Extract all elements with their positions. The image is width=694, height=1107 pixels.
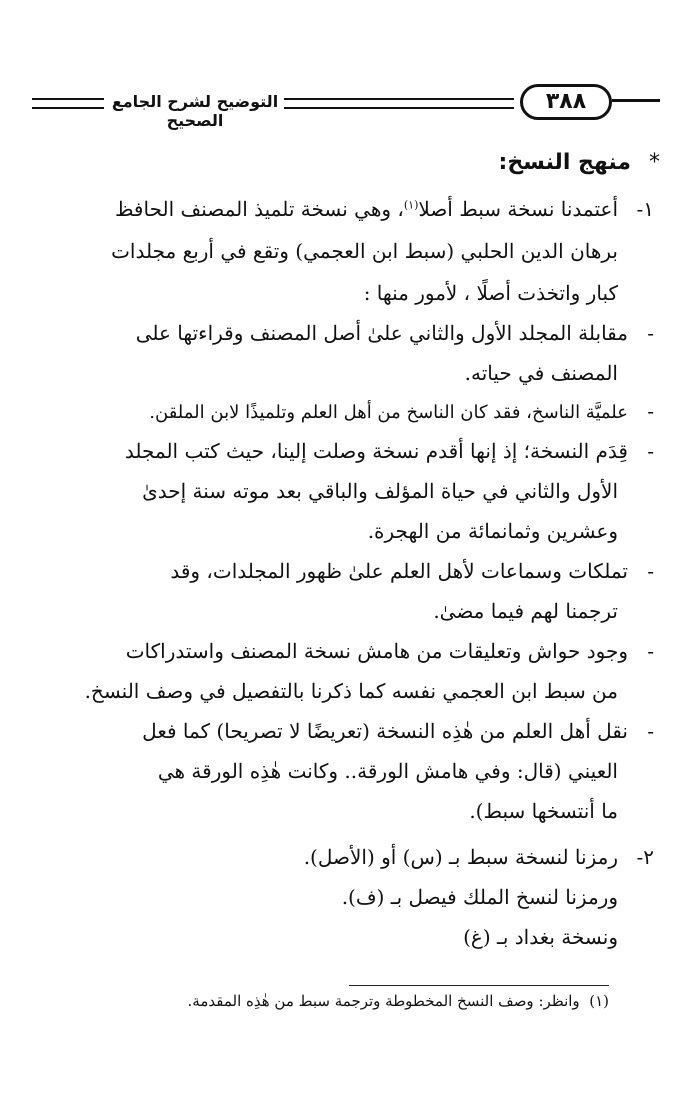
section-title: منهج النسخ:: [498, 150, 631, 175]
page-header: [30, 84, 662, 130]
item-number: ١-: [636, 197, 654, 221]
item-2-line-1: [304, 845, 654, 869]
bullet-6-line-1: [142, 719, 654, 743]
bullet-5-line-1: [126, 639, 654, 663]
text-run: وجود حواش وتعليقات من هامش نسخة المصنف واستدراكات: [125, 639, 628, 663]
text-run: نقل أهل العلم من هٰذِه النسخة (تعريضًا لا تصريحا) كما فعل: [142, 719, 628, 743]
bullet-2-line-1: [149, 399, 654, 423]
page-number: ٣٨٨: [520, 84, 612, 120]
bullet-dash: -: [647, 719, 654, 743]
item-2-line-3: ونسخة بغداد بـ (غ): [463, 925, 618, 949]
bullet-6-line-2: العيني (قال: وفي هامش الورقة.. وكانت هٰذِه الورقة هي: [157, 759, 618, 783]
section-marker: *: [649, 150, 660, 175]
bullet-1-line-1: [136, 321, 654, 345]
bullet-dash: -: [647, 559, 654, 583]
bullet-dash: -: [647, 321, 654, 345]
bullet-4-line-2: ترجمنا لهم فيما مضىٰ.: [433, 599, 618, 623]
bullet-5-line-2: من سبط ابن العجمي نفسه كما ذكرنا بالتفصيل في وصف النسخ.: [84, 679, 618, 703]
item-number: ٢-: [636, 845, 654, 869]
bullet-6-line-3: ما أنتسخها سبط).: [469, 799, 618, 823]
bullet-dash: -: [647, 439, 654, 463]
footnote-text: وانظر: وصف النسخ المخطوطة وترجمة سبط من هٰذِه المقدمة.: [187, 992, 580, 1010]
header-rule-middle: [284, 98, 514, 109]
footnote-reference: (١): [403, 198, 419, 212]
footnote: [49, 992, 609, 1010]
text-run: ، وهي نسخة تلميذ المصنف الحافظ: [114, 197, 404, 221]
text-run: أعتمدنا نسخة سبط أصلا: [418, 197, 618, 221]
bullet-3-line-1: [125, 439, 654, 463]
bullet-3-line-2: الأول والثاني في حياة المؤلف والباقي بعد موته سنة إحدىٰ: [142, 479, 618, 503]
header-rule-left: [32, 98, 104, 109]
footnote-marker: (١): [589, 992, 609, 1010]
text-run: علميَّة الناسخ، فقد كان الناسخ من أهل العلم وتلميذًا لابن الملقن.: [149, 402, 628, 423]
running-title: التوضيح لشرح الجامع الصحيح: [111, 92, 279, 130]
bullet-dash: -: [647, 399, 654, 423]
item-2-line-2: ورمزنا لنسخ الملك فيصل بـ (ف).: [341, 885, 618, 909]
item-1-line-2: برهان الدين الحلبي (سبط ابن العجمي) وتقع في أربع مجلدات: [111, 239, 618, 263]
bullet-4-line-1: [170, 559, 654, 583]
item-1-line-3: كبار واتخذت أصلًا ، لأمور منها :: [363, 281, 618, 305]
text-run: تملكات وسماعات لأهل العلم علىٰ ظهور المجلدات، وقد: [170, 559, 628, 583]
bullet-1-line-2: المصنف في حياته.: [464, 361, 618, 385]
text-run: قِدَم النسخة؛ إذ إنها أقدم نسخة وصلت إلينا، حيث كتب المجلد: [124, 439, 628, 463]
footnote-divider: [349, 985, 609, 986]
section-heading: [499, 150, 660, 175]
text-run: مقابلة المجلد الأول والثاني علىٰ أصل المصنف وقراءتها على: [135, 321, 628, 345]
header-rule-right: [612, 99, 660, 102]
item-1-line-1: [115, 197, 654, 221]
text-run: رمزنا لنسخة سبط بـ (س) أو (الأصل).: [303, 845, 618, 869]
bullet-dash: -: [647, 639, 654, 663]
bullet-3-line-3: وعشرين وثمانمائة من الهجرة.: [367, 519, 618, 543]
